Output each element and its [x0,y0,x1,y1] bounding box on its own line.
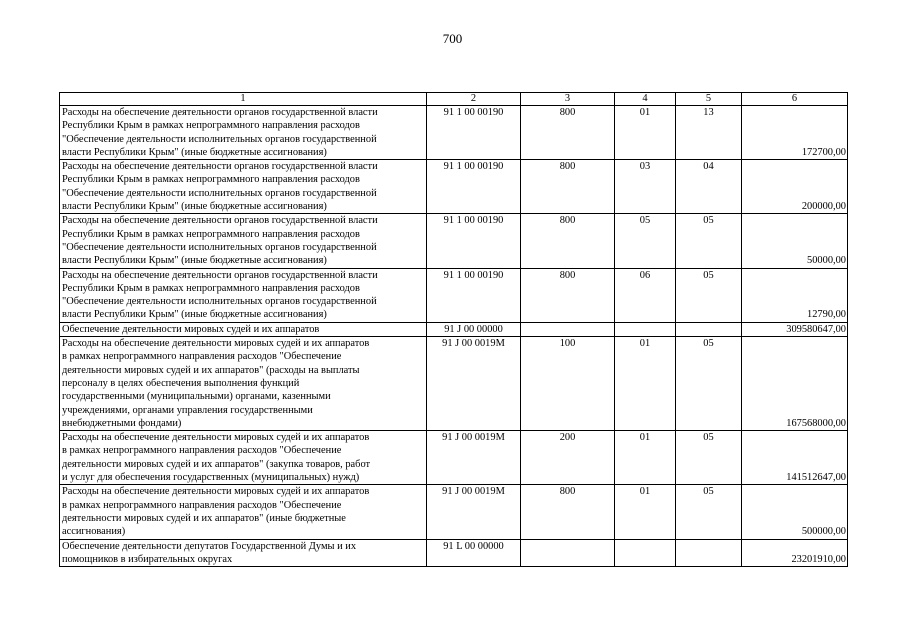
row-section: 05 [615,214,676,268]
row-subsection: 05 [676,431,742,485]
row-description: Расходы на обеспечение деятельности органов государственной власти Республики Крым в рамках непрограммного направления расходов "Обеспечение деятельности исполнительных органов государственной власти Республики Крым" (иные бюджетные ассигнования) [60,268,427,322]
row-target-code: 91 J 00 0019M [427,337,521,431]
header-row [60,93,848,106]
row-description: Обеспечение деятельности депутатов Государственной Думы и их помощников в избирательных округах [60,539,427,567]
table-row [60,431,848,485]
row-target-code: 91 1 00 00190 [427,214,521,268]
row-description: Обеспечение деятельности мировых судей и их аппаратов [60,322,427,336]
row-target-code: 91 1 00 00190 [427,160,521,214]
budget-table [59,92,848,567]
row-amount: 50000,00 [742,214,848,268]
row-expense-type: 800 [521,485,615,539]
header-cell-4: 4 [615,93,676,106]
table-row [60,268,848,322]
table-row [60,322,848,336]
row-target-code: 91 1 00 00190 [427,268,521,322]
header-cell-1: 1 [60,93,427,106]
header-cell-6: 6 [742,93,848,106]
row-target-code: 91 J 00 0019M [427,431,521,485]
row-section: 03 [615,160,676,214]
row-description: Расходы на обеспечение деятельности мировых судей и их аппаратов в рамках непрограммного направления расходов "Обеспечение деятельности мировых судей и их аппаратов" (расходы на выплаты персоналу в целях обеспечения выполнения функций государственными (муниципальными) органами, казенными учреждениями, органами управления государственными внебюджетными фондами) [60,337,427,431]
row-expense-type: 100 [521,337,615,431]
row-amount: 12790,00 [742,268,848,322]
row-expense-type [521,322,615,336]
row-expense-type: 800 [521,268,615,322]
row-target-code: 91 1 00 00190 [427,106,521,160]
row-expense-type: 800 [521,214,615,268]
table-row [60,106,848,160]
row-amount: 141512647,00 [742,431,848,485]
row-subsection: 05 [676,485,742,539]
table-row [60,214,848,268]
row-amount: 23201910,00 [742,539,848,567]
row-description: Расходы на обеспечение деятельности органов государственной власти Республики Крым в рамках непрограммного направления расходов "Обеспечение деятельности исполнительных органов государственной власти Республики Крым" (иные бюджетные ассигнования) [60,160,427,214]
row-expense-type: 800 [521,160,615,214]
row-target-code: 91 J 00 0019M [427,485,521,539]
table-row [60,485,848,539]
row-target-code: 91 J 00 00000 [427,322,521,336]
row-amount: 309580647,00 [742,322,848,336]
row-amount: 167568000,00 [742,337,848,431]
row-section [615,322,676,336]
row-target-code: 91 L 00 00000 [427,539,521,567]
table-row [60,160,848,214]
row-amount: 200000,00 [742,160,848,214]
row-description: Расходы на обеспечение деятельности мировых судей и их аппаратов в рамках непрограммного направления расходов "Обеспечение деятельности мировых судей и их аппаратов" (иные бюджетные ассигнования) [60,485,427,539]
table-row [60,337,848,431]
row-subsection: 05 [676,214,742,268]
page-number: 700 [442,31,463,46]
row-section: 01 [615,431,676,485]
header-cell-3: 3 [521,93,615,106]
row-section: 01 [615,106,676,160]
row-subsection [676,539,742,567]
row-subsection [676,322,742,336]
row-subsection: 04 [676,160,742,214]
row-description: Расходы на обеспечение деятельности мировых судей и их аппаратов в рамках непрограммного направления расходов "Обеспечение деятельности мировых судей и их аппаратов" (закупка товаров, работ и услуг для обеспечения государственных (муниципальных) нужд) [60,431,427,485]
header-cell-2: 2 [427,93,521,106]
row-expense-type: 200 [521,431,615,485]
row-subsection: 13 [676,106,742,160]
header-cell-5: 5 [676,93,742,106]
table-row [60,539,848,567]
row-section: 01 [615,485,676,539]
row-expense-type: 800 [521,106,615,160]
row-description: Расходы на обеспечение деятельности органов государственной власти Республики Крым в рамках непрограммного направления расходов "Обеспечение деятельности исполнительных органов государственной власти Республики Крым" (иные бюджетные ассигнования) [60,106,427,160]
row-expense-type [521,539,615,567]
row-subsection: 05 [676,337,742,431]
row-section: 06 [615,268,676,322]
row-amount: 172700,00 [742,106,848,160]
row-description: Расходы на обеспечение деятельности органов государственной власти Республики Крым в рамках непрограммного направления расходов "Обеспечение деятельности исполнительных органов государственной власти Республики Крым" (иные бюджетные ассигнования) [60,214,427,268]
row-amount: 500000,00 [742,485,848,539]
row-subsection: 05 [676,268,742,322]
row-section [615,539,676,567]
row-section: 01 [615,337,676,431]
